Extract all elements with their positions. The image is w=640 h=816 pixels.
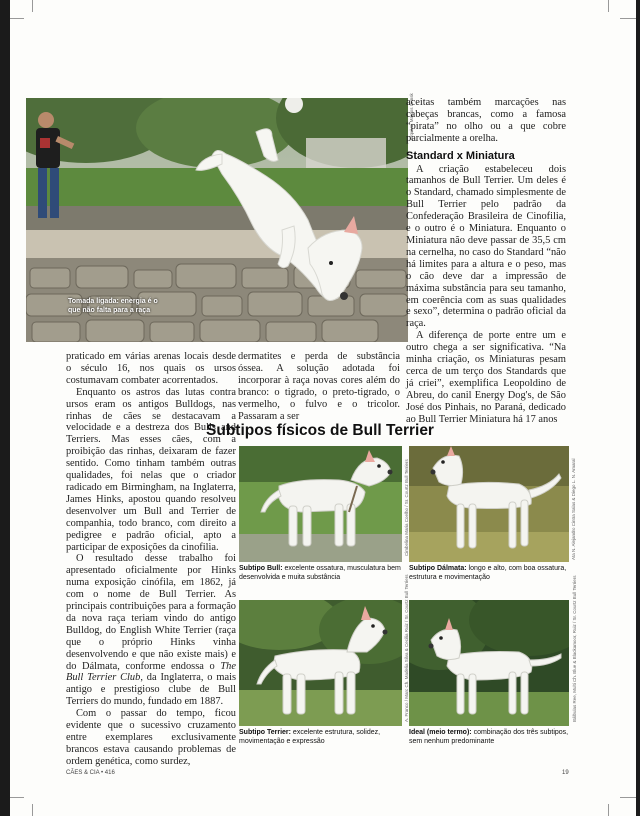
subtype-ideal-photo	[409, 600, 569, 726]
paragraph: aceitas também marcações nas cabeças brancas, como a famosa “pirata” no olho ou a que cobre parcialmente a orelha.	[406, 97, 566, 144]
section-heading: Standard x Miniatura	[406, 149, 515, 162]
article-column-3	[406, 97, 566, 425]
subtype-dalmata-photo	[409, 446, 569, 562]
subtype-dalmata-caption: Subtipo Dálmata: longo e alto, com boa ossatura, estrutura e movimentação	[409, 565, 567, 581]
paragraph: praticado em várias arenas locais desde o século 16, nos quais os ursos costumavam combater acorrentados.	[66, 351, 236, 386]
paragraph: O resultado desse trabalho foi apresentado oficialmente por Hinks numa exposição cinófila, em 1862, já com o nome de Bull Terrier. As principais contribuições para a formação da nova raça teriam vindo do antigo Bulldog, do English White Terrier (raça que o próprio Hinks vinha desenvolvendo e que não existe mais) e do Dálmata, conforme endossa o The Bull Terrier Club, da Inglaterra, o mais antigo e prestigioso clube de Bull Terriers do mundo, fundado em 1887.	[66, 553, 236, 708]
photo-credit: A. Franco / Marc Ch. Madelia Silva & Cecilia Ruiz / Sr. Courtz Bull Terriers	[404, 574, 409, 722]
subtype-ideal-caption: Ideal (meio termo): combinação dos três subtipos, sem nenhum predominante	[409, 729, 569, 745]
subtype-terrier-caption: Subtipo Terrier: excelente estrutura, solidez, movimentação e expressão	[239, 729, 381, 745]
article-column-2	[238, 351, 400, 422]
crop-mark	[608, 804, 609, 816]
paragraph: A criação estabeleceu dois tamanhos de Bull Terrier. Um deles é o Standard, chamado simplesmente de Bull Terrier pelo padrão da Confederação Brasileira de Cinofilia, e o outro é o Miniatura. Enquanto o Miniatura não deve passar de 35,5 cm na cernelha, no caso do Standard “não há limites para a altura e o peso, mas o cão deve dar a impressão de máxima substância para seu tamanho, em coerência com as suas qualidades e sexo”, determina o padrão oficial da raça.	[406, 163, 566, 330]
photo-credit: Ata N. Alejandro Cintra Salas & Diego L. N. Amaral	[571, 458, 576, 560]
subtype-terrier-photo	[239, 600, 402, 726]
article-column-1	[66, 351, 236, 768]
subtype-bull-caption: Subtipo Bull: excelente ossatura, musculatura bem desenvolvida e muita substância	[239, 565, 401, 581]
footer-magazine-name: CÃES & CIA • 416	[66, 770, 115, 776]
crop-mark	[620, 18, 636, 19]
crop-mark	[32, 0, 33, 12]
paragraph: A diferença de porte entre um e outro chega a ser significativa. “Na minha criação, os Miniaturas pesam cerca de um terço dos Standards que já criei”, exemplifica Leopoldino de Abreu, do canil Energy Dog's, de São José dos Pinhais, no Paraná, dedicado ao Bull Terrier Miniatura há 17 anos	[406, 330, 566, 425]
paragraph: dermatites e perda de substância óssea. A solução adotada foi incorporar à raça novas cores além do branco: o tigrado, o preto-tigrado, o vermelho, o fulvo e o tricolor. Passaram a ser	[238, 351, 400, 422]
crop-mark	[620, 797, 636, 798]
page-number: 19	[562, 770, 569, 776]
subtype-bull-photo	[239, 446, 402, 562]
photo-credit: Arquivo: Marcos Grinsk	[409, 93, 414, 140]
crop-mark	[608, 0, 609, 12]
photo-credit: Cimbelina Maria Coelho / Sr. Courtz Bull Terriers	[404, 459, 409, 556]
photo-credit: Bálbulas Ree, Multi Ch. Blue & Blackamoor, Ruiz / Sr. Courtz Bull Terriers	[572, 575, 577, 722]
subtypes-title: Subtipos físicos de Bull Terrier	[206, 422, 434, 439]
paragraph: Com o passar do tempo, ficou evidente que o sucessivo cruzamento entre exemplares exclusivamente brancos estava causando problemas de ordem genética, como surdez,	[66, 708, 236, 767]
main-photo-caption: Tomada ligada: energia é o que não falta para a raça	[68, 298, 158, 314]
magazine-page	[10, 0, 636, 816]
crop-mark	[32, 804, 33, 816]
paragraph: Enquanto os astros das lutas contra ursos eram os antigos Bulldogs, nas rinhas de cães se destacavam a velocidade e a destreza dos Bulls and Terriers. Mas esses cães, com a proibição das rinhas, deixaram de fazer sentido. Como tinham também outras qualidades, foi nelas que o criador radicado em Birmingham, na Inglaterra, James Hinks, apostou quando resolveu desenvolver um Bull and Terrier de companhia, todo branco, com direito a pedigree e padrão oficial, apto a participar de exposições da cinofilia.	[66, 386, 236, 553]
crop-mark	[10, 797, 24, 798]
crop-mark	[10, 18, 24, 19]
